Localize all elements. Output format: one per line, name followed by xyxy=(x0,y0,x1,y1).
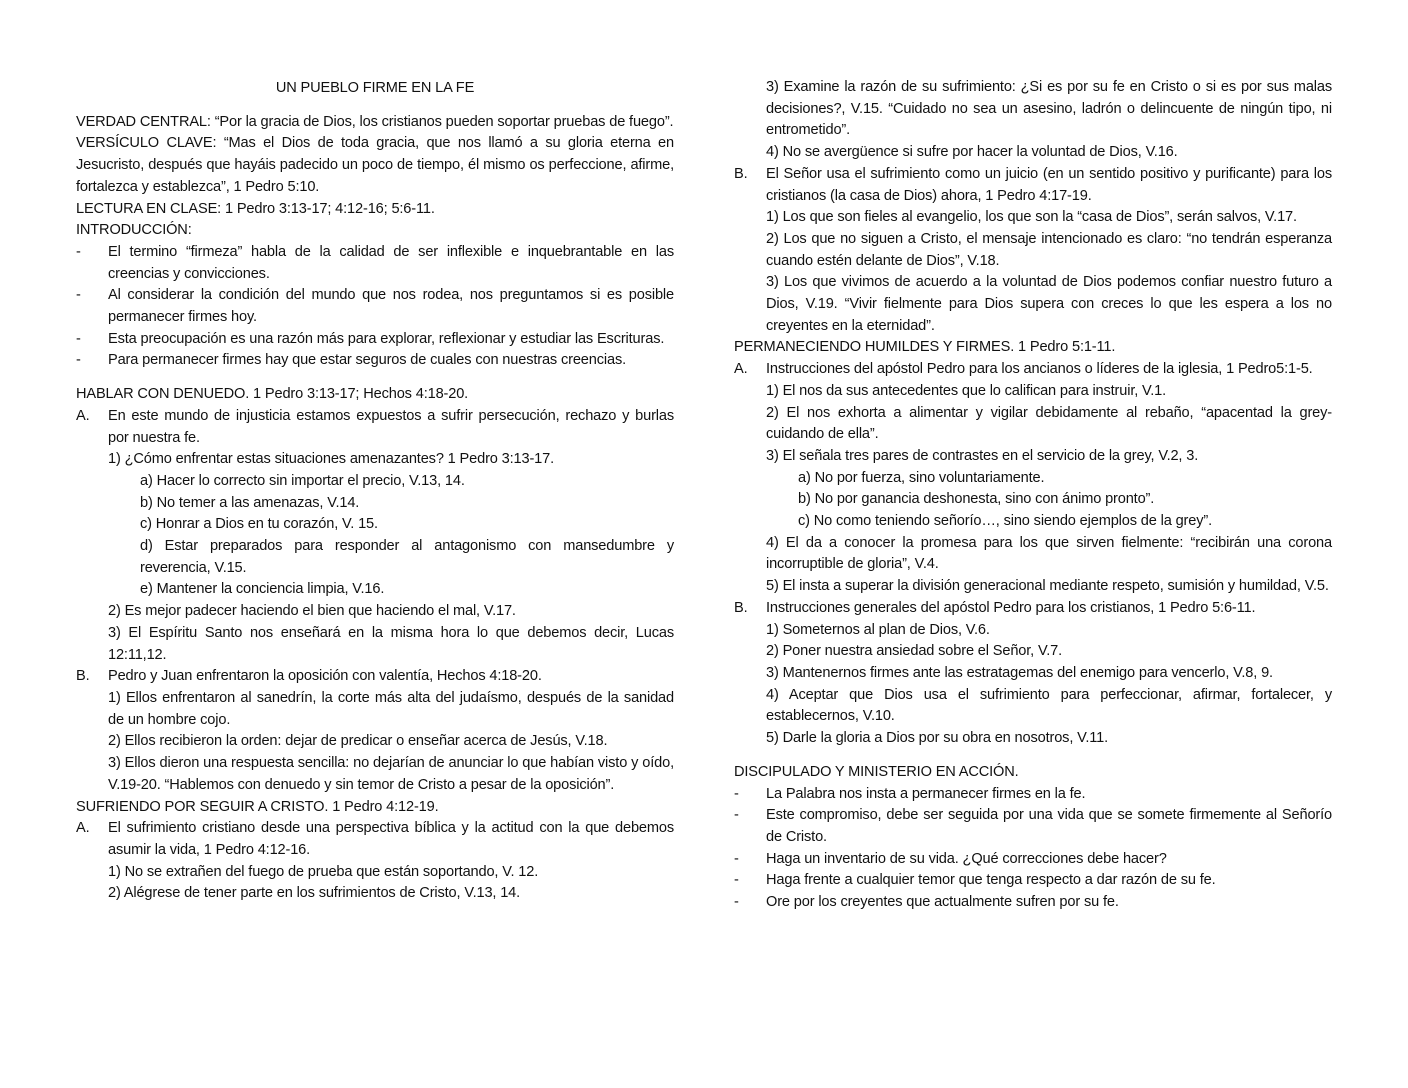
verdad-central: VERDAD CENTRAL: “Por la gracia de Dios, los cristianos pueden soportar pruebas de fuego”. xyxy=(76,113,674,130)
point: 4) Aceptar que Dios usa el sufrimiento para perfeccionar, afirmar, fortalecer, y establecernos, V.10. xyxy=(766,686,1332,725)
subpoint: a) No por fuerza, sino voluntariamente. xyxy=(798,469,1045,486)
outline-text: Instrucciones generales del apóstol Pedro para los cristianos, 1 Pedro 5:6-11. xyxy=(766,599,1256,616)
list-item xyxy=(734,892,1332,914)
subpoint: e) Mantener la conciencia limpia, V.16. xyxy=(140,581,385,598)
section-heading: PERMANECIENDO HUMILDES Y FIRMES. 1 Pedro 5:1-11. xyxy=(734,339,1116,356)
point: 2) Alégrese de tener parte en los sufrimientos de Cristo, V.13, 14. xyxy=(108,885,521,902)
point: 4) No se avergüence si sufre por hacer la voluntad de Dios, V.16. xyxy=(766,144,1178,161)
point: 2) Ellos recibieron la orden: dejar de predicar o enseñar acerca de Jesús, V.18. xyxy=(108,733,608,750)
list-item xyxy=(734,870,1332,892)
intro-item: Esta preocupación es una razón más para explorar, reflexionar y estudiar las Escrituras. xyxy=(108,330,665,347)
point: 1) Los que son fieles al evangelio, los que son la “casa de Dios”, serán salvos, V.17. xyxy=(766,209,1297,226)
subpoint: d) Estar preparados para responder al antagonismo con mansedumbre y reverencia, V.15. xyxy=(140,538,674,576)
point: 2) Poner nuestra ansiedad sobre el Señor, V.7. xyxy=(766,643,1062,660)
outline-marker-a: A. xyxy=(76,407,90,424)
outline-text: Instrucciones del apóstol Pedro para los ancianos o líderes de la iglesia, 1 Pedro5:1-5. xyxy=(766,361,1313,378)
point: 3) Ellos dieron una respuesta sencilla: no dejarían de anunciar lo que habían visto y oído, V.19-20. “Hablemos con denuedo y sin temor de Cristo a pesar de la oposición”. xyxy=(108,755,674,793)
point: 2) Es mejor padecer haciendo el bien que haciendo el mal, V.17. xyxy=(108,603,516,620)
outline-marker-b: B. xyxy=(76,668,90,685)
point: 3) Mantenernos firmes ante las estratagemas del enemigo para vencerlo, V.8, 9. xyxy=(766,664,1273,681)
action-item: La Palabra nos insta a permanecer firmes en la fe. xyxy=(766,785,1086,802)
outline-marker-a: A. xyxy=(734,361,748,378)
list-item xyxy=(734,849,1332,871)
dash-marker: - xyxy=(734,807,739,824)
action-item: Ore por los creyentes que actualmente sufren por su fe. xyxy=(766,894,1119,911)
outline-text: En este mundo de injusticia estamos expuestos a sufrir persecución, rechazo y burlas por nuestra fe. xyxy=(108,407,674,446)
point: 3) El señala tres pares de contrastes en el servicio de la grey, V.2, 3. xyxy=(766,447,1199,464)
outline-item xyxy=(76,666,674,688)
list-item xyxy=(734,805,1332,848)
section-heading: HABLAR CON DENUEDO. 1 Pedro 3:13-17; Hechos 4:18-20. xyxy=(76,386,469,403)
outline-item xyxy=(734,598,1332,620)
point: 1) No se extrañen del fuego de prueba que están soportando, V. 12. xyxy=(108,863,539,880)
page-title: UN PUEBLO FIRME EN LA FE xyxy=(275,80,475,96)
point: 2) Los que no siguen a Cristo, el mensaje intencionado es claro: “no tendrán esperanza cuando estén delante de Dios”, V.18. xyxy=(766,230,1332,269)
point: 2) El nos exhorta a alimentar y vigilar debidamente al rebaño, “apacentad la grey- cuidando de ella”. xyxy=(766,404,1332,443)
point: 5) Darle la gloria a Dios por su obra en nosotros, V.11. xyxy=(766,730,1109,747)
outline-marker-a: A. xyxy=(76,820,90,837)
introduccion-heading: INTRODUCCIÓN: xyxy=(76,222,192,239)
intro-item: Para permanecer firmes hay que estar seguros de cuales con nuestras creencias. xyxy=(108,352,627,369)
lectura-en-clase: LECTURA EN CLASE: 1 Pedro 3:13-17; 4:12-16; 5:6-11. xyxy=(76,200,435,217)
outline-text: El Señor usa el sufrimiento como un juicio (en un sentido positivo y purificante) para los cristianos (la casa de Dios) ahora, 1 Pedro 4:17-19. xyxy=(766,165,1332,204)
outline-text: El sufrimiento cristiano desde una perspectiva bíblica y la actitud con la que debemos asumir la vida, 1 Pedro 4:12-16. xyxy=(108,820,674,858)
point: 5) El insta a superar la división generacional mediante respeto, sumisión y humildad, V.5. xyxy=(766,578,1329,595)
outline-item xyxy=(734,359,1332,381)
subpoint: c) Honrar a Dios en tu corazón, V. 15. xyxy=(140,516,378,533)
subpoint: c) No como teniendo señorío…, sino siendo ejemplos de la grey”. xyxy=(798,513,1212,530)
subpoint: a) Hacer lo correcto sin importar el precio, V.13, 14. xyxy=(140,472,465,489)
dash-marker: - xyxy=(734,872,739,889)
subpoint: b) No por ganancia deshonesta, sino con ánimo pronto”. xyxy=(798,491,1155,508)
outline-text: Pedro y Juan enfrentaron la oposición con valentía, Hechos 4:18-20. xyxy=(108,668,542,685)
outline-item xyxy=(76,818,674,861)
list-item xyxy=(76,285,674,328)
subpoint: b) No temer a las amenazas, V.14. xyxy=(140,494,360,511)
action-item: Haga un inventario de su vida. ¿Qué correcciones debe hacer? xyxy=(766,850,1167,867)
point: 4) El da a conocer la promesa para los que sirven fielmente: “recibirán una corona incorruptible de gloria”, V.4. xyxy=(766,534,1332,573)
dash-marker: - xyxy=(734,785,739,802)
point: 1) ¿Cómo enfrentar estas situaciones amenazantes? 1 Pedro 3:13-17. xyxy=(108,451,555,468)
versiculo-clave: VERSÍCULO CLAVE: “Mas el Dios de toda gracia, que nos llamó a su gloria eterna en Jesucristo, después que hayáis padecido un poco de tiempo, él mismo os perfeccione, afirme, fortalezca y establezca”, 1 Pedro 5:10. xyxy=(76,135,674,195)
point: 1) Ellos enfrentaron al sanedrín, la corte más alta del judaísmo, después de la sanidad de un hombre cojo. xyxy=(108,689,674,728)
section-heading: DISCIPULADO Y MINISTERIO EN ACCIÓN. xyxy=(734,763,1019,780)
dash-marker: - xyxy=(76,352,81,369)
dash-marker: - xyxy=(734,850,739,867)
list-item xyxy=(76,350,674,372)
point: 1) El nos da sus antecedentes que lo califican para instruir, V.1. xyxy=(766,382,1167,399)
list-item xyxy=(76,329,674,351)
dash-marker: - xyxy=(76,287,81,304)
point: 3) Examine la razón de su sufrimiento: ¿Si es por su fe en Cristo o si es por sus malas decisiones?, V.15. “Cuidado no sea un asesino, ladrón o delincuente de ningún tipo, ni entrometido”. xyxy=(766,79,1332,139)
outline-item xyxy=(76,406,674,449)
action-item: Este compromiso, debe ser seguida por una vida que se somete firmemente al Señorío de Cristo. xyxy=(766,807,1332,845)
list-item xyxy=(734,784,1332,806)
outline-item xyxy=(734,164,1332,207)
list-item xyxy=(76,242,674,285)
dash-marker: - xyxy=(734,894,739,911)
section-heading: SUFRIENDO POR SEGUIR A CRISTO. 1 Pedro 4:12-19. xyxy=(76,798,439,815)
left-column xyxy=(76,78,674,905)
intro-item: Al considerar la condición del mundo que nos rodea, nos preguntamos si es posible permanecer firmes hoy. xyxy=(108,287,674,326)
point: 3) Los que vivimos de acuerdo a la voluntad de Dios podemos confiar nuestro futuro a Dios, V.19. “Vivir fielmente para Dios supera con creces lo que les espera a los no creyentes en la eternidad”. xyxy=(766,274,1332,334)
point: 1) Someternos al plan de Dios, V.6. xyxy=(766,621,990,638)
dash-marker: - xyxy=(76,330,81,347)
outline-marker-b: B. xyxy=(734,599,748,616)
action-item: Haga frente a cualquier temor que tenga respecto a dar razón de su fe. xyxy=(766,872,1216,889)
outline-marker-b: B. xyxy=(734,165,748,182)
dash-marker: - xyxy=(76,243,81,260)
point: 3) El Espíritu Santo nos enseñará en la misma hora lo que debemos decir, Lucas 12:11,12. xyxy=(108,624,674,663)
intro-item: El termino “firmeza” habla de la calidad de ser inflexible e inquebrantable en las creencias y convicciones. xyxy=(108,243,674,282)
right-column xyxy=(734,77,1332,914)
